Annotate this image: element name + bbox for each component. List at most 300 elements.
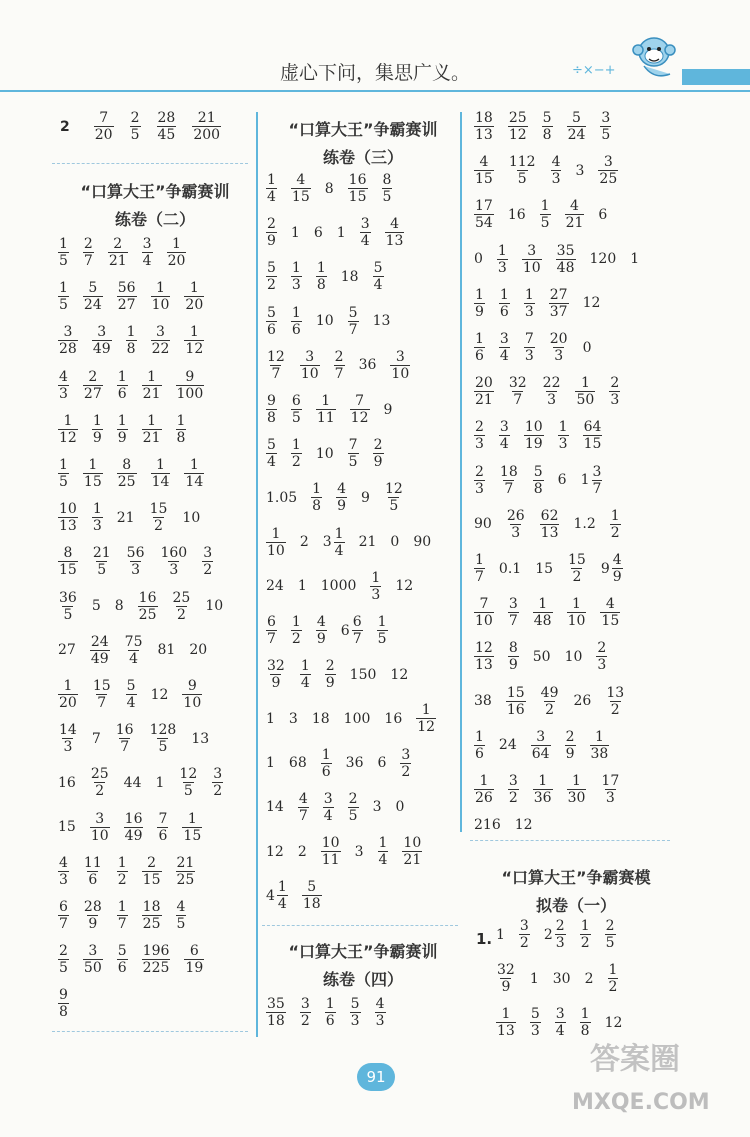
integer-value: 30: [552, 970, 571, 987]
whole-part: 4: [266, 887, 275, 904]
fraction: [178, 766, 198, 799]
fraction: [533, 773, 553, 806]
denominator: 22: [151, 341, 170, 358]
answer-row: [58, 766, 223, 799]
fraction: [92, 324, 112, 357]
numerator: 4: [316, 614, 326, 630]
fraction: [92, 501, 103, 534]
denominator: 3: [558, 436, 568, 453]
denominator: 3: [511, 524, 521, 541]
answer-row: [58, 236, 186, 269]
fraction: [533, 596, 553, 629]
integer-value: 0: [390, 534, 400, 551]
numerator: 2: [475, 463, 484, 480]
fraction: [556, 243, 576, 276]
answer-row: [266, 570, 413, 603]
fraction: [58, 413, 78, 446]
numerator: 2: [88, 368, 98, 385]
numerator: 196: [142, 943, 170, 960]
denominator: 25: [138, 606, 157, 623]
fraction: [580, 918, 591, 951]
fraction: [151, 280, 171, 313]
denominator: 48: [556, 259, 575, 276]
fraction: [610, 508, 621, 541]
fraction: [117, 369, 128, 402]
numerator: 1: [189, 324, 199, 341]
numerator: 1: [187, 810, 197, 827]
fraction: [159, 545, 188, 578]
denominator: 6: [499, 303, 509, 320]
answer-row: [266, 437, 384, 470]
numerator: 6: [189, 943, 199, 960]
numerator: 13: [606, 684, 625, 701]
fraction: [117, 855, 128, 888]
denominator: 2: [580, 935, 590, 951]
fraction: [108, 236, 128, 269]
numerator: 1: [291, 614, 301, 630]
denominator: 8: [312, 498, 322, 515]
denominator: 9: [475, 303, 484, 320]
numerator: 22: [542, 375, 561, 392]
denominator: 3: [131, 562, 141, 579]
numerator: 3: [508, 773, 518, 789]
numerator: 9: [267, 393, 276, 409]
denominator: 2: [117, 871, 127, 888]
integer-value: 27: [58, 642, 76, 659]
numerator: 12: [179, 766, 198, 783]
integer-value: 3: [372, 799, 382, 816]
fraction: [266, 996, 286, 1029]
fraction: [192, 110, 221, 143]
numerator: 5: [373, 260, 383, 277]
fraction: [567, 110, 587, 143]
numerator: 3: [323, 790, 333, 807]
numerator: 1: [580, 375, 590, 392]
denominator: 4: [300, 675, 310, 692]
fraction: [508, 773, 519, 806]
answer-row: [58, 545, 213, 578]
answer-row: [58, 634, 207, 667]
denominator: 15: [475, 171, 493, 188]
integer-value: 50: [532, 648, 551, 665]
fraction: [567, 552, 587, 585]
whole-part: 9: [600, 560, 610, 577]
numerator: 4: [390, 216, 399, 233]
denominator: 4: [129, 650, 139, 667]
fraction: [373, 260, 384, 293]
denominator: 10: [90, 827, 109, 844]
numerator: 10: [59, 501, 77, 518]
fraction: [126, 324, 137, 357]
fraction: [522, 243, 542, 276]
denominator: 5: [130, 127, 140, 143]
fraction: [117, 280, 137, 313]
fraction: [542, 110, 553, 143]
integer-value: 2: [584, 970, 594, 987]
question-number: 2: [60, 118, 70, 135]
numerator: 15: [149, 501, 168, 518]
numerator: 160: [160, 545, 188, 562]
numerator: 1: [59, 236, 68, 252]
answer-row: [266, 481, 404, 514]
denominator: 4: [373, 277, 383, 294]
fraction: [474, 110, 494, 143]
denominator: 7: [298, 807, 308, 824]
question-number: 1.: [476, 930, 493, 948]
denominator: 2: [608, 979, 618, 995]
integer-value: 3: [575, 162, 585, 179]
answer-row: [474, 419, 602, 452]
fraction: [375, 996, 386, 1029]
fraction: [58, 457, 69, 490]
denominator: 5: [59, 253, 68, 269]
numerator: 5: [530, 1006, 540, 1022]
denominator: 5: [382, 189, 392, 205]
integer-value: 12: [582, 295, 601, 312]
integer-value: 9: [383, 401, 393, 418]
fraction: [58, 899, 69, 932]
fraction: [83, 280, 103, 313]
integer-value: 24: [266, 578, 284, 595]
numerator: 36: [59, 589, 77, 606]
whole-part: 1: [580, 472, 590, 489]
integer-value: 1: [336, 224, 346, 241]
numerator: 1: [277, 879, 287, 896]
integer-value: 18: [311, 710, 330, 727]
mixed-number: [323, 526, 345, 559]
fraction: [291, 305, 302, 338]
denominator: 2: [545, 701, 555, 718]
denominator: 4: [267, 189, 276, 205]
fraction: [533, 464, 544, 497]
numerator: 28: [157, 110, 176, 126]
fraction: [506, 508, 526, 541]
denominator: 10: [300, 365, 319, 382]
denominator: 12: [59, 429, 77, 446]
denominator: 19: [524, 436, 543, 453]
denominator: 14: [185, 474, 204, 490]
denominator: 8: [126, 341, 136, 358]
numerator: 1: [580, 918, 590, 934]
integer-value: 26: [573, 693, 592, 710]
numerator: 1: [156, 457, 165, 473]
integer-value: 1: [266, 710, 275, 727]
denominator: 4: [126, 695, 136, 711]
fraction: [167, 236, 187, 269]
denominator: 4: [277, 896, 287, 913]
integer-value: 0.1: [498, 560, 522, 577]
numerator: 1: [291, 437, 301, 454]
fraction: [609, 375, 620, 408]
denominator: 13: [475, 657, 493, 674]
numerator: 10: [403, 835, 422, 851]
fraction: [575, 375, 595, 408]
numerator: 1: [524, 286, 534, 303]
denominator: 3: [547, 392, 557, 409]
fraction: [126, 545, 146, 578]
integer-value: 0: [582, 339, 592, 356]
denominator: 24: [567, 127, 586, 143]
numerator: 1: [176, 412, 186, 429]
denominator: 26: [475, 790, 493, 806]
integer-value: 6: [557, 472, 567, 489]
mixed-number: [581, 464, 603, 497]
answer-row: [266, 614, 388, 647]
section-title: [60, 178, 250, 234]
answer-row: [266, 791, 404, 824]
denominator: 2: [154, 518, 163, 535]
fraction: [382, 172, 393, 205]
fraction: [142, 899, 162, 932]
denominator: 15: [83, 474, 102, 490]
section-title-line: 拟卷（一）: [535, 896, 616, 915]
section-divider: [470, 840, 670, 841]
denominator: 6: [88, 871, 98, 888]
denominator: 100: [176, 385, 204, 402]
numerator: 12: [267, 348, 285, 365]
numerator: 1: [59, 280, 68, 297]
section-title: [478, 864, 674, 920]
fraction: [184, 324, 204, 357]
denominator: 9: [508, 657, 518, 674]
numerator: 18: [475, 110, 493, 126]
numerator: 26: [506, 507, 525, 524]
fraction: [184, 457, 204, 490]
fraction: [151, 457, 171, 490]
numerator: 1: [147, 412, 157, 429]
denominator: 7: [504, 480, 514, 497]
numerator: 1: [610, 507, 620, 524]
fraction: [321, 747, 332, 780]
fraction: [266, 526, 286, 559]
numerator: 8: [508, 640, 518, 657]
numerator: 2: [147, 854, 157, 871]
numerator: 35: [556, 242, 575, 259]
fraction: [390, 349, 410, 382]
numerator: 1: [117, 412, 127, 429]
fraction: [94, 110, 114, 143]
fraction: [92, 545, 112, 578]
section-divider: [262, 925, 458, 926]
numerator: 5: [348, 304, 358, 321]
denominator: 45: [157, 127, 176, 143]
integer-value: 1: [496, 926, 505, 943]
fraction: [291, 614, 302, 647]
answer-row: [58, 855, 195, 888]
answer-row: [58, 413, 186, 446]
numerator: 10: [524, 419, 543, 436]
numerator: 7: [158, 810, 168, 827]
fraction: [58, 678, 78, 711]
numerator: 2: [59, 943, 68, 960]
denominator: 6: [158, 827, 168, 844]
numerator: 7: [348, 437, 358, 454]
answer-row: [266, 349, 410, 382]
numerator: 1: [572, 773, 581, 789]
integer-value: 8: [324, 180, 334, 197]
section-divider: [52, 1031, 248, 1032]
fraction: [352, 614, 363, 647]
denominator: 3: [291, 277, 301, 294]
denominator: 9: [316, 631, 326, 647]
numerator: 1: [291, 304, 301, 321]
numerator: 3: [519, 918, 529, 934]
denominator: 21: [475, 392, 493, 409]
integer-value: 3: [288, 710, 298, 727]
denominator: 9: [612, 569, 622, 585]
section-title-line: 练卷（四）: [322, 970, 403, 989]
answer-row: [474, 110, 611, 143]
integer-value: 2: [297, 843, 307, 860]
answer-row: [266, 526, 431, 559]
denominator: 9: [267, 233, 276, 250]
numerator: 16: [115, 722, 134, 739]
denominator: 37: [549, 303, 568, 320]
answer-row: [58, 590, 223, 623]
fraction: [266, 172, 277, 205]
fraction: [277, 879, 288, 912]
fraction: [182, 811, 202, 844]
integer-value: 12: [390, 666, 409, 683]
numerator: 3: [592, 463, 602, 480]
numerator: 3: [499, 331, 509, 347]
numerator: 3: [527, 242, 537, 259]
denominator: 18: [267, 1013, 285, 1029]
denominator: 8: [533, 480, 543, 497]
numerator: 1: [497, 242, 507, 259]
denominator: 12: [350, 410, 369, 426]
section-title-line: “口算大王”争霸赛模: [501, 868, 651, 887]
answer-row: [58, 678, 202, 711]
denominator: 9: [88, 916, 98, 932]
numerator: 1: [325, 996, 335, 1012]
denominator: 21: [142, 429, 161, 446]
numerator: 1: [594, 728, 604, 745]
fraction: [176, 855, 196, 888]
denominator: 7: [508, 613, 518, 630]
denominator: 4: [360, 233, 370, 250]
denominator: 10: [522, 259, 541, 276]
numerator: 1: [378, 835, 388, 851]
monkey-mascot-icon: [626, 30, 686, 82]
fraction: [402, 835, 422, 868]
integer-value: 1: [529, 970, 539, 987]
numerator: 2: [475, 419, 484, 436]
numerator: 1: [291, 260, 301, 277]
numerator: 3: [95, 810, 105, 827]
denominator: 4: [142, 253, 152, 269]
mixed-number: [341, 614, 363, 647]
integer-value: 13: [372, 313, 391, 330]
denominator: 13: [540, 524, 559, 541]
fraction: [549, 287, 569, 320]
denominator: 12: [185, 341, 204, 358]
denominator: 20: [59, 695, 77, 711]
column-divider-right: [460, 112, 462, 832]
answer-row: [496, 962, 618, 995]
fraction: [348, 791, 359, 824]
denominator: 49: [124, 827, 143, 844]
fraction: [474, 773, 494, 806]
denominator: 200: [193, 127, 221, 143]
numerator: 8: [382, 172, 392, 188]
integer-value: 10: [315, 445, 334, 462]
numerator: 2: [113, 236, 123, 252]
numerator: 3: [395, 348, 405, 365]
denominator: 3: [375, 1013, 385, 1029]
denominator: 6: [321, 763, 331, 780]
answer-row: [266, 216, 404, 249]
numerator: 17: [475, 198, 493, 215]
fraction: [325, 658, 336, 691]
integer-value: 1.2: [573, 516, 596, 533]
numerator: 3: [97, 324, 107, 341]
integer-value: 10: [182, 509, 201, 526]
numerator: 3: [213, 766, 223, 783]
denominator: 20: [185, 297, 204, 314]
fraction: [567, 596, 587, 629]
numerator: 3: [555, 1006, 565, 1022]
numerator: 5: [117, 943, 127, 960]
header-rule: [0, 90, 750, 92]
section-title-line: “口算大王”争霸赛训: [288, 120, 438, 139]
denominator: 38: [590, 745, 609, 762]
numerator: 3: [300, 996, 310, 1012]
fraction: [540, 198, 551, 231]
denominator: 9: [271, 675, 281, 692]
denominator: 6: [117, 385, 127, 402]
denominator: 2: [401, 763, 411, 780]
numerator: 8: [122, 457, 132, 473]
denominator: 2: [203, 562, 213, 579]
numerator: 4: [605, 596, 615, 613]
fraction: [124, 634, 144, 667]
denominator: 13: [497, 1023, 515, 1039]
fraction: [474, 552, 485, 585]
denominator: 5: [63, 606, 73, 623]
denominator: 9: [501, 979, 511, 995]
denominator: 10: [183, 695, 202, 711]
denominator: 13: [475, 127, 493, 143]
answer-row: [266, 747, 411, 780]
fraction: [58, 943, 69, 976]
fraction: [508, 596, 519, 629]
denominator: 8: [316, 277, 326, 294]
numerator: 5: [572, 110, 581, 126]
fraction: [58, 236, 69, 269]
fraction: [115, 722, 135, 755]
fraction: [124, 811, 144, 844]
answer-row: [58, 722, 209, 755]
denominator: 15: [583, 436, 602, 453]
integer-value: 1: [297, 578, 307, 595]
numerator: 4: [479, 154, 489, 171]
answer-row: [474, 287, 600, 320]
fraction: [92, 413, 103, 446]
denominator: 5: [176, 916, 186, 932]
numerator: 2: [555, 918, 565, 934]
fraction: [83, 457, 103, 490]
numerator: 3: [63, 324, 73, 341]
numerator: 20: [549, 331, 568, 347]
fraction: [348, 172, 368, 205]
fraction: [508, 640, 519, 673]
fraction: [474, 729, 485, 762]
integer-value: 8: [114, 598, 124, 615]
denominator: 8: [542, 127, 552, 143]
denominator: 6: [325, 1013, 335, 1029]
fraction: [350, 393, 370, 426]
